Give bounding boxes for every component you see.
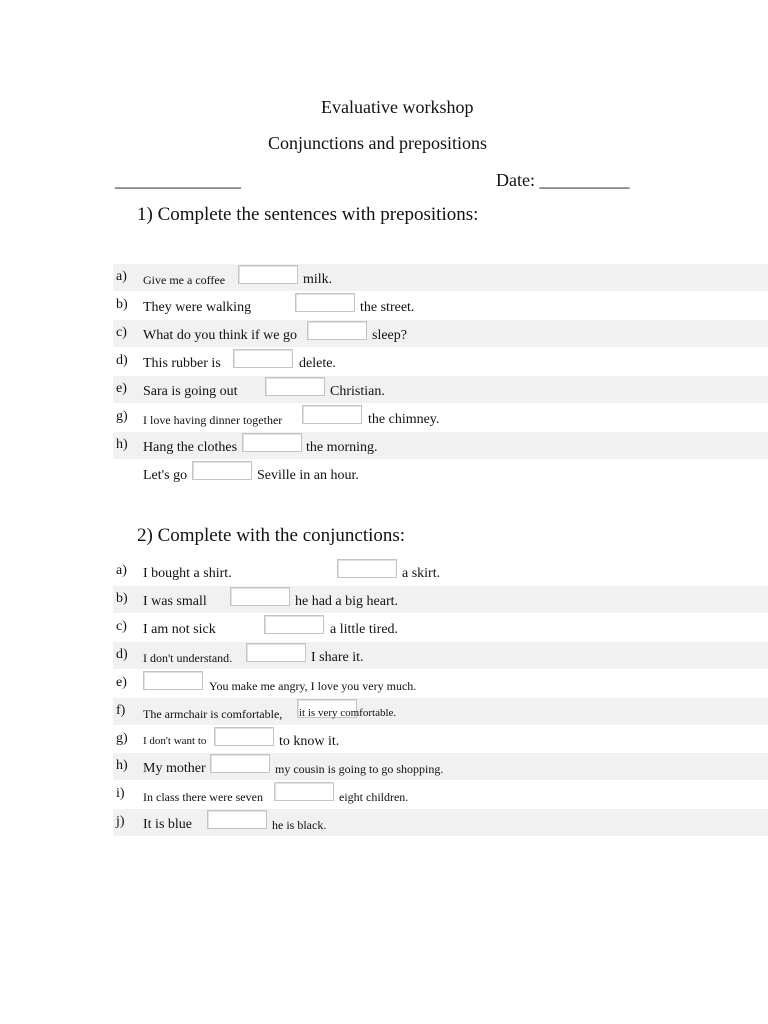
item-label: f) [116,703,126,718]
answer-field[interactable] [246,643,306,662]
exercise-row [113,753,768,780]
answer-field[interactable] [242,433,302,452]
item-label: a) [116,563,127,578]
sentence-end: to know it. [279,734,340,749]
sentence-start: What do you think if we go [143,328,297,343]
answer-field[interactable] [307,321,367,340]
answer-field[interactable] [192,461,252,480]
worksheet-title: Evaluative workshop [321,97,474,117]
answer-field[interactable] [274,782,334,801]
sentence-start: I am not sick [143,622,216,637]
sentence-start: Give me a coffee [143,273,226,287]
sentence-end: the chimney. [368,412,440,427]
answer-field[interactable] [302,405,362,424]
exercise-row [113,376,768,403]
item-label: j) [116,814,125,829]
name-blank: ______________ [115,170,241,190]
exercise-row [113,460,768,487]
exercise-row [113,642,768,669]
sentence-end: he is black. [272,818,327,832]
exercise-row [113,586,768,613]
sentence-end: a little tired. [330,622,399,637]
sentence-end: Christian. [330,384,385,399]
item-label: c) [116,619,127,634]
exercise-row [113,781,768,808]
sentence-start: Hang the clothes [143,440,238,455]
item-label: d) [116,647,128,662]
answer-field[interactable] [207,810,267,829]
exercise-row [113,348,768,375]
worksheet-subtitle: Conjunctions and prepositions [268,133,487,153]
section-1-heading: 1) Complete the sentences with prepositions: [137,204,479,225]
sentence-start: Sara is going out [143,384,238,399]
item-label: b) [116,591,128,606]
sentence-end: I share it. [311,650,364,665]
exercise-row [113,726,768,753]
exercise-row [113,614,768,641]
sentence-end: You make me angry, I love you very much. [209,679,417,693]
item-label: e) [116,381,127,396]
exercise-row [113,264,768,291]
sentence-end: delete. [299,356,336,371]
answer-field[interactable] [337,559,397,578]
item-label: e) [116,675,127,690]
date-label: Date: __________ [496,170,630,190]
sentence-end: eight children. [339,790,409,804]
sentence-end: the street. [360,300,415,315]
exercise-row [113,698,768,725]
answer-field[interactable] [238,265,298,284]
sentence-end: my cousin is going to go shopping. [275,762,444,776]
answer-field[interactable] [233,349,293,368]
sentence-start: They were walking [143,300,252,315]
sentence-start: I love having dinner together [143,413,283,427]
item-label: b) [116,297,128,312]
answer-field[interactable] [210,754,270,773]
sentence-start: The armchair is comfortable, [143,707,283,721]
sentence-start: My mother [143,761,206,776]
exercise-row [113,404,768,431]
sentence-start: I don't understand. [143,651,233,665]
item-label: d) [116,353,128,368]
sentence-start: This rubber is [143,356,221,371]
sentence-start: In class there were seven [143,790,263,804]
sentence-end: sleep? [372,328,407,343]
answer-field[interactable] [295,293,355,312]
item-label: h) [116,758,128,773]
sentence-end: Seville in an hour. [257,468,359,483]
exercise-row [113,558,768,585]
sentence-start: Let's go [143,468,188,483]
exercise-row [113,320,768,347]
item-label: g) [116,409,128,424]
item-label: a) [116,269,127,284]
answer-field[interactable] [214,727,274,746]
sentence-end: it is very comfortable. [299,707,397,719]
sentence-start: I was small [143,594,207,609]
sentence-end: a skirt. [402,566,441,581]
exercise-row [113,432,768,459]
answer-field[interactable] [230,587,290,606]
sentence-end: he had a big heart. [295,594,399,609]
exercise-row [113,809,768,836]
answer-field[interactable] [265,377,325,396]
exercise-row [113,292,768,319]
sentence-start: I bought a shirt. [143,566,232,581]
item-label: c) [116,325,127,340]
answer-field[interactable] [264,615,324,634]
exercise-row [113,670,768,697]
sentence-start: It is blue [143,817,192,832]
item-label: h) [116,437,128,452]
sentence-end: the morning. [306,440,378,455]
section-2-heading: 2) Complete with the conjunctions: [137,525,406,546]
sentence-end: milk. [303,272,333,287]
item-label: i) [116,786,125,801]
answer-field[interactable] [143,671,203,690]
item-label: g) [116,731,128,746]
sentence-start: I don't want to [143,735,207,747]
